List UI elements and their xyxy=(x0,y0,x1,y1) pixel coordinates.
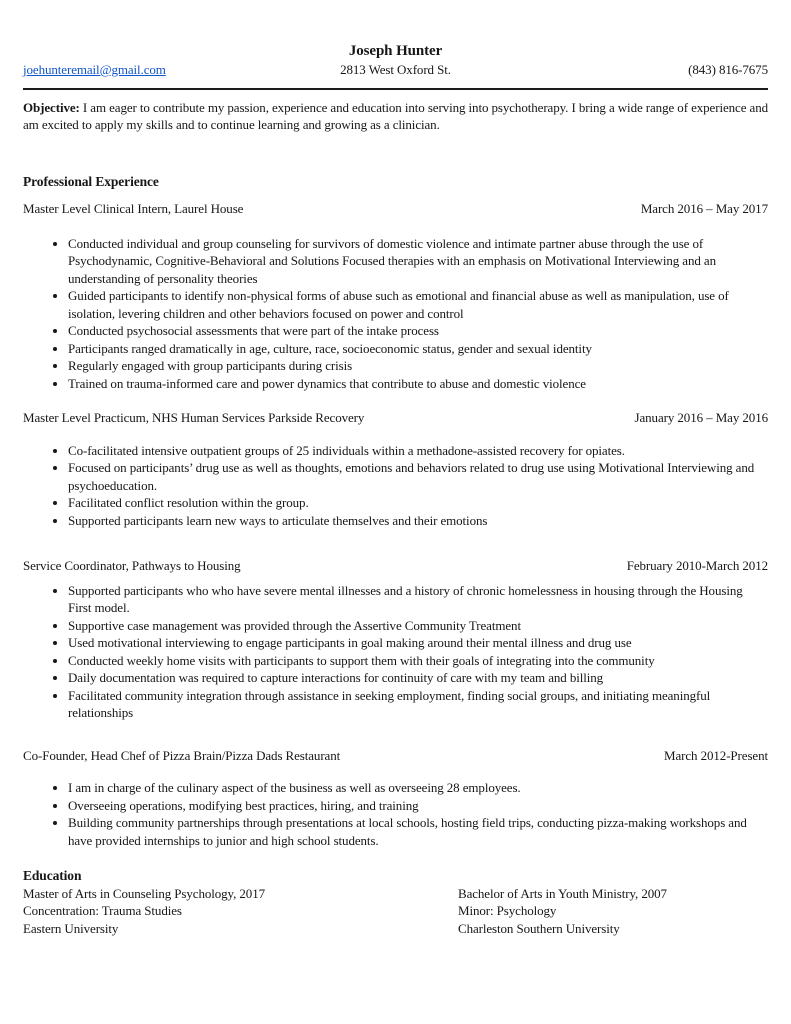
education-item: Master of Arts in Counseling Psychology, 2017 xyxy=(23,885,266,901)
bullet-item: • Supported participants who who have severe mental illnesses and a history of chronic homelessness in housing through the Housing First model. xyxy=(68,582,768,617)
job-bullets xyxy=(23,442,768,530)
header-divider xyxy=(23,88,768,90)
job-title: Co-Founder, Head Chef of Pizza Brain/Pizza Dads Restaurant xyxy=(23,747,341,763)
job-bullets xyxy=(23,779,768,849)
phone-text: (843) 816-7675 xyxy=(688,62,768,77)
address-text: 2813 West Oxford St. xyxy=(340,62,451,77)
job-dates: March 2016 – May 2017 xyxy=(640,201,768,216)
bullet-item: • Participants ranged dramatically in age, culture, race, socioeconomic status, gender and sexual identity xyxy=(68,340,768,358)
job-dates: January 2016 – May 2016 xyxy=(634,410,768,425)
objective-paragraph xyxy=(23,99,768,134)
bullet-item: • Used motivational interviewing to engage participants in goal making around their mental illness and drug use xyxy=(68,634,768,652)
education-item: Minor: Psychology xyxy=(458,903,557,918)
job-entry xyxy=(23,747,768,850)
bullet-item: • Trained on trauma-informed care and power dynamics that contribute to abuse and domestic violence xyxy=(68,375,768,393)
bullet-item: • I am in charge of the culinary aspect of the business as well as overseeing 28 employees. xyxy=(68,779,768,797)
bullet-item: • Focused on participants’ drug use as well as thoughts, emotions and behaviors related to drug use using Motivational Interviewing and psychoeducation. xyxy=(68,459,768,494)
job-header xyxy=(23,200,768,218)
bullet-item: • Facilitated conflict resolution within the group. xyxy=(68,494,768,512)
education-item: Charleston Southern University xyxy=(458,920,620,936)
bullet-item: • Supportive case management was provided through the Assertive Community Treatment xyxy=(68,617,768,635)
job-entry xyxy=(23,557,768,722)
education-item: Eastern University xyxy=(23,920,119,936)
job-title: Master Level Practicum, NHS Human Services Parkside Recovery xyxy=(23,410,365,425)
education-columns xyxy=(23,885,768,938)
email-link[interactable]: joehunteremail@gmail.com xyxy=(23,62,166,77)
job-header xyxy=(23,747,768,765)
education-heading: Education xyxy=(23,868,82,883)
job-title: Service Coordinator, Pathways to Housing xyxy=(23,558,241,573)
bullet-item: • Building community partnerships through presentations at local schools, hosting field trips, conducting pizza-making workshops and have provided internships to junior and high school students. xyxy=(68,814,768,849)
bullet-item: • Conducted psychosocial assessments that were part of the intake process xyxy=(68,322,768,340)
job-dates: March 2012-Present xyxy=(664,747,768,763)
objective-text: I am eager to contribute my passion, experience and education into serving into psychotherapy. I bring a wide range of experience and am excited to apply my skills and to continue learning and growing as a clinician. xyxy=(23,99,768,132)
job-title: Master Level Clinical Intern, Laurel House xyxy=(23,201,244,216)
contact-row xyxy=(23,61,768,79)
bullet-item: • Guided participants to identify non-physical forms of abuse such as emotional and financial abuse as well as manipulation, use of isolation, levering children and other behaviors focused on power and control xyxy=(68,287,768,322)
bullet-item: • Co-facilitated intensive outpatient groups of 25 individuals within a methadone-assisted recovery for opiates. xyxy=(68,442,768,460)
bullet-item: • Facilitated community integration through assistance in seeking employment, finding social groups, and initiating meaningful relationships xyxy=(68,687,768,722)
bullet-item: • Daily documentation was required to capture interactions for continuity of care with my team and billing xyxy=(68,669,768,687)
education-left-column xyxy=(23,885,458,938)
bullet-item: • Supported participants learn new ways to articulate themselves and their emotions xyxy=(68,512,768,530)
job-bullets xyxy=(23,582,768,722)
job-header xyxy=(23,557,768,575)
bullet-item: • Conducted weekly home visits with participants to support them with their goals of integrating into the community xyxy=(68,652,768,670)
job-header xyxy=(23,409,768,427)
education-item: Bachelor of Arts in Youth Ministry, 2007 xyxy=(458,885,667,901)
job-bullets xyxy=(23,235,768,393)
person-name: Joseph Hunter xyxy=(348,43,443,59)
job-entry xyxy=(23,409,768,529)
education-item: Concentration: Trauma Studies xyxy=(23,903,182,918)
objective-label: Objective: xyxy=(23,99,80,115)
bullet-item: • Conducted individual and group counseling for survivors of domestic violence and intimate partner abuse through the use of Psychodynamic, Cognitive-Behavioral and Solutions Focused therapies with an emphasis on Motivational Interviewing and an understanding of personality theories xyxy=(68,235,768,288)
bullet-item: • Regularly engaged with group participants during crisis xyxy=(68,357,768,375)
experience-heading: Professional Experience xyxy=(23,173,159,189)
education-right-column xyxy=(458,885,768,938)
bullet-item: • Overseeing operations, modifying best practices, hiring, and training xyxy=(68,797,768,815)
job-entry xyxy=(23,200,768,392)
job-dates: February 2010-March 2012 xyxy=(626,558,768,573)
